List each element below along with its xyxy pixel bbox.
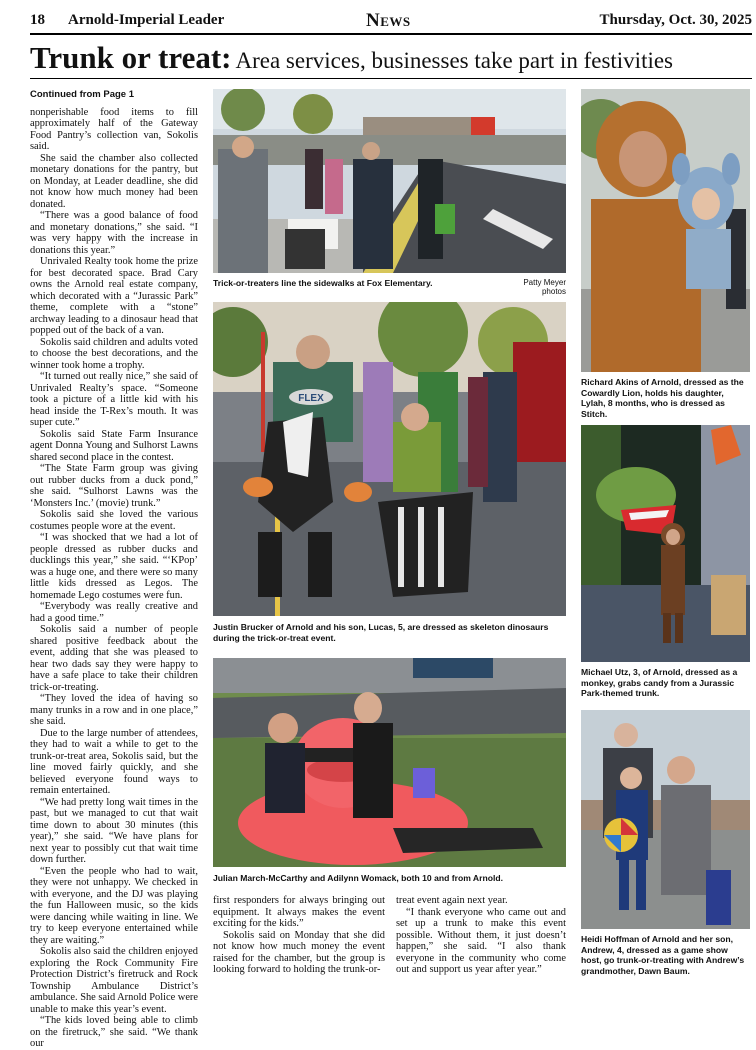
- masthead: [30, 12, 752, 32]
- paragraph: Sokolis said children and adults voted to choose the best decorations, and the winner took home a trophy.: [30, 336, 198, 371]
- headline-deck: Area services, businesses take part in festivities: [235, 48, 674, 73]
- photo-sidewalk: [213, 89, 566, 273]
- header-rule: [30, 33, 752, 35]
- photo-credit: Patty Meyer photos: [523, 278, 566, 296]
- paragraph: Unrivaled Realty took home the prize for best decorated space. Brad Cary owns the Arnold real estate company, which decorated with a “Jurassic Park” theme, complete with a “stone” archway leading to a dinosaur head that popped out of the back of a van.: [30, 256, 198, 336]
- page-number: 18: [30, 12, 45, 28]
- article-column-3: [396, 895, 566, 976]
- paragraph: “I was shocked that we had a lot of people dressed as rubber ducks and ducklings this year,” she said. “‘KPop’ was a huge one, and there were so many little kids dressed as Legos. The homemade Lego costumes were fun.: [30, 532, 198, 601]
- photo-jurassic-trunk: [581, 425, 750, 662]
- paper-name: Arnold-Imperial Leader: [68, 12, 225, 28]
- paragraph: Sokolis said she loved the various costumes people wore at the event.: [30, 509, 198, 532]
- paragraph: “I thank everyone who came out and set up a trunk to make this event possible. Without them, it just doesn’t happen,” she said. “I also thank everyone in the community who come out and support us year after year.”: [396, 906, 566, 975]
- caption-cowardly-lion: Richard Akins of Arnold, dressed as the Cowardly Lion, holds his daughter, Lylah, 8 months, who is dressed as Stitch.: [581, 377, 744, 419]
- headline-main: Trunk or treat:: [30, 40, 232, 75]
- paragraph: “Even the people who had to wait, they were not unhappy. We checked in with everyone, and the DJ was playing the fun Halloween music, so the kids were dancing while waiting in line. We try to keep everyone entertained while they are waiting.”: [30, 865, 198, 946]
- caption-jurassic-trunk: Michael Utz, 3, of Arnold, dressed as a monkey, grabs candy from a Jurassic Park-themed trunk.: [581, 667, 738, 699]
- shirt-text: FLEX: [298, 393, 324, 404]
- photo-inflatable-duck: [213, 658, 566, 867]
- paragraph: Sokolis also said the children enjoyed exploring the Rock Community Fire Protection District’s firetruck and Rock Township Ambulance District’s ambulance. She said Arnold Police were unable to make this year’s event.: [30, 946, 198, 1015]
- paragraph: “We had pretty long wait times in the past, but we managed to cut that wait time down to about 30 minutes (this year),” she said. “We have plans for next year to possibly cut that wait time down further.: [30, 796, 198, 865]
- headline: [30, 40, 752, 76]
- photo-cowardly-lion: [581, 89, 750, 372]
- paragraph: “It turned out really nice,” she said of Unrivaled Realty’s space. “Someone took a picture of a little kid with his head inside the T-Rex’s mouth. It was super cute.”: [30, 371, 198, 428]
- paragraph: “There was a good balance of food and monetary donations,” she said. “I was very happy with the increase in donations this year.”: [30, 210, 198, 256]
- caption-game-show-host: Heidi Hoffman of Arnold and her son, Andrew, 4, dressed as a game show host, go trunk-or-treating with Andrew’s grandmother, Dawn Baum.: [581, 934, 745, 976]
- paragraph: “Everybody was really creative and had a good time.”: [30, 601, 198, 624]
- photo-skeleton-dinosaurs: [213, 302, 566, 616]
- paragraph: “The State Farm group was giving out rubber ducks from a duck pond,” she said. “Sulhorst Lawns was the ‘Monsters Inc.’ (movie) trunk.”: [30, 463, 198, 509]
- section-name: News: [366, 10, 411, 31]
- paragraph: nonperishable food items to fill approximately half of the Gateway Food Pantry’s collection van, Sokolis said.: [30, 106, 198, 152]
- photo-game-show-host: [581, 710, 750, 929]
- paragraph: Sokolis said a number of people shared positive feedback about the event, adding that she was pleased to hear two dads say they were happy to have a safe place to take their children trick-or-treating.: [30, 624, 198, 693]
- paragraph: treat event again next year.: [396, 895, 508, 906]
- continued-line: Continued from Page 1: [30, 89, 134, 100]
- paragraph: She said the chamber also collected monetary donations for the pantry, but on Monday, at Leader deadline, she did not know how much money had been donated.: [30, 152, 198, 210]
- paragraph: Sokolis said State Farm Insurance agent Donna Young and Sulhorst Lawns shared second place in the contest.: [30, 428, 198, 463]
- article-column-1: [30, 89, 198, 1050]
- paragraph: Due to the large number of attendees, they had to wait a while to get to the trunk-or-treat area, Sokolis said, but the line moved fairly quickly, and she believed everyone found ways to remain entertained.: [30, 727, 198, 796]
- paragraph: “The kids loved being able to climb on the firetruck,” she said. “We thank our: [30, 1015, 198, 1049]
- caption-skeleton-dinosaurs: Justin Brucker of Arnold and his son, Lucas, 5, are dressed as skeleton dinosaurs during the trick-or-treat event.: [213, 622, 549, 643]
- paragraph: Sokolis said on Monday that she did not know how much money the event raised for the chamber, but the group is looking forward to holding the trunk-or-: [213, 929, 385, 975]
- headline-rule: [30, 78, 752, 79]
- issue-date: Thursday, Oct. 30, 2025: [599, 12, 752, 28]
- paragraph: first responders for always bringing out equipment. It always makes the event exciting for the kids.”: [213, 895, 385, 929]
- article-column-2: [213, 895, 385, 976]
- paragraph: “They loved the idea of having so many trunks in a row and in one place,” she said.: [30, 693, 198, 727]
- caption-inflatable-duck: Julian March-McCarthy and Adilynn Womack, both 10 and from Arnold.: [213, 873, 503, 883]
- caption-sidewalk: Trick-or-treaters line the sidewalks at Fox Elementary.: [213, 278, 433, 288]
